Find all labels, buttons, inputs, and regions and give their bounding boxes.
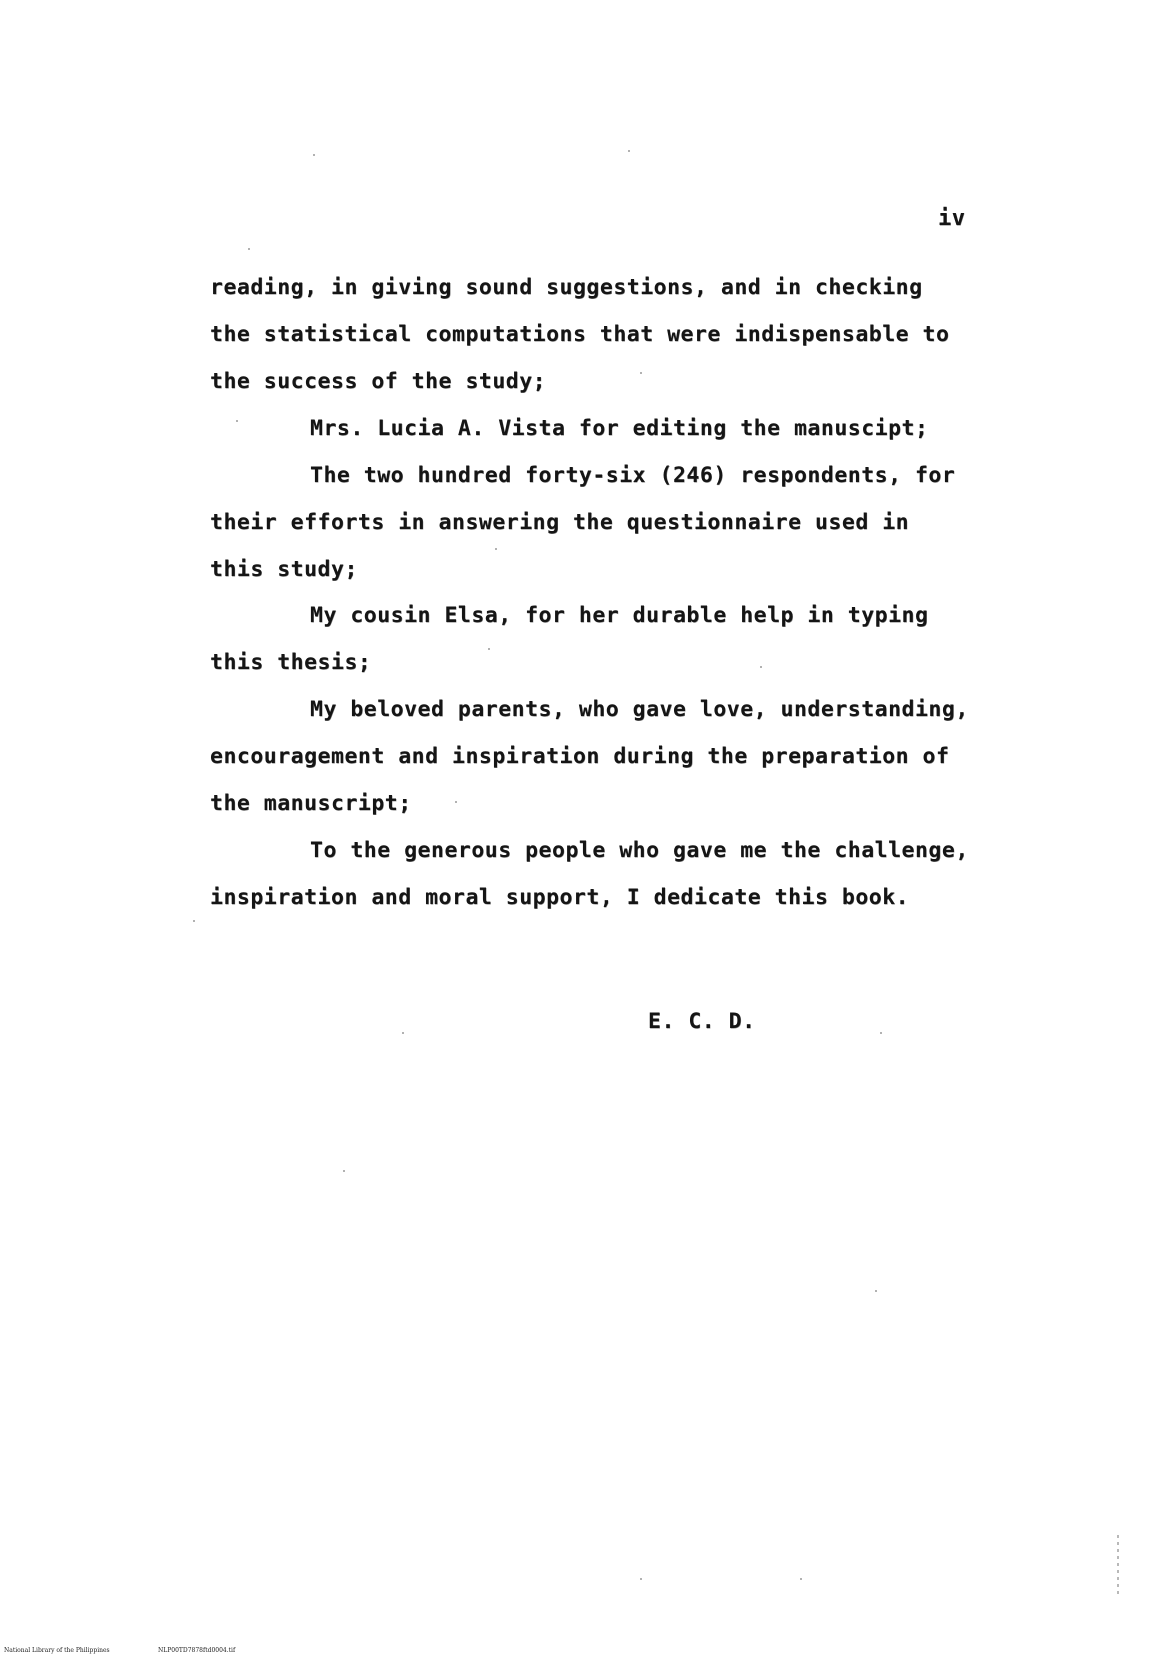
scan-speck: [800, 1578, 802, 1580]
scan-speck: [343, 1170, 345, 1172]
scan-speck: [875, 1290, 877, 1292]
text-line: My cousin Elsa, for her durable help in typing: [310, 603, 929, 628]
scan-speck: [488, 648, 490, 650]
text-line: inspiration and moral support, I dedicate this book.: [210, 885, 910, 910]
scan-speck: [402, 1032, 404, 1034]
scan-edge-marks: [1117, 1535, 1119, 1595]
scan-speck: [455, 801, 457, 803]
scan-speck: [628, 150, 630, 152]
footer-library-name: National Library of the Philippines: [4, 1647, 110, 1654]
text-line: To the generous people who gave me the challenge,: [310, 838, 969, 863]
scan-speck: [880, 1032, 882, 1034]
footer-file-name: NLP00TD7878ftd0004.tif: [158, 1647, 236, 1654]
text-line: reading, in giving sound suggestions, and in checking: [210, 275, 923, 300]
scan-speck: [248, 248, 250, 250]
text-line: this thesis;: [210, 650, 372, 675]
scan-speck: [495, 548, 497, 550]
text-line: encouragement and inspiration during the preparation of: [210, 744, 950, 769]
scan-speck: [640, 372, 642, 374]
text-line: this study;: [210, 557, 358, 582]
scan-speck: [313, 154, 315, 156]
text-line: their efforts in answering the questionnaire used in: [210, 510, 910, 535]
scan-speck: [760, 666, 762, 668]
text-line: the success of the study;: [210, 369, 547, 394]
text-line: Mrs. Lucia A. Vista for editing the manuscipt;: [310, 416, 929, 441]
signature-initials: E. C. D.: [648, 1009, 756, 1034]
scan-speck: [640, 1578, 642, 1580]
text-line: The two hundred forty-six (246) respondents, for: [310, 463, 956, 488]
text-line: the statistical computations that were indispensable to: [210, 322, 950, 347]
scan-speck: [193, 920, 195, 922]
text-line: My beloved parents, who gave love, understanding,: [310, 697, 969, 722]
text-line: the manuscript;: [210, 791, 412, 816]
page-number: iv: [938, 206, 966, 231]
scan-speck: [236, 420, 238, 422]
